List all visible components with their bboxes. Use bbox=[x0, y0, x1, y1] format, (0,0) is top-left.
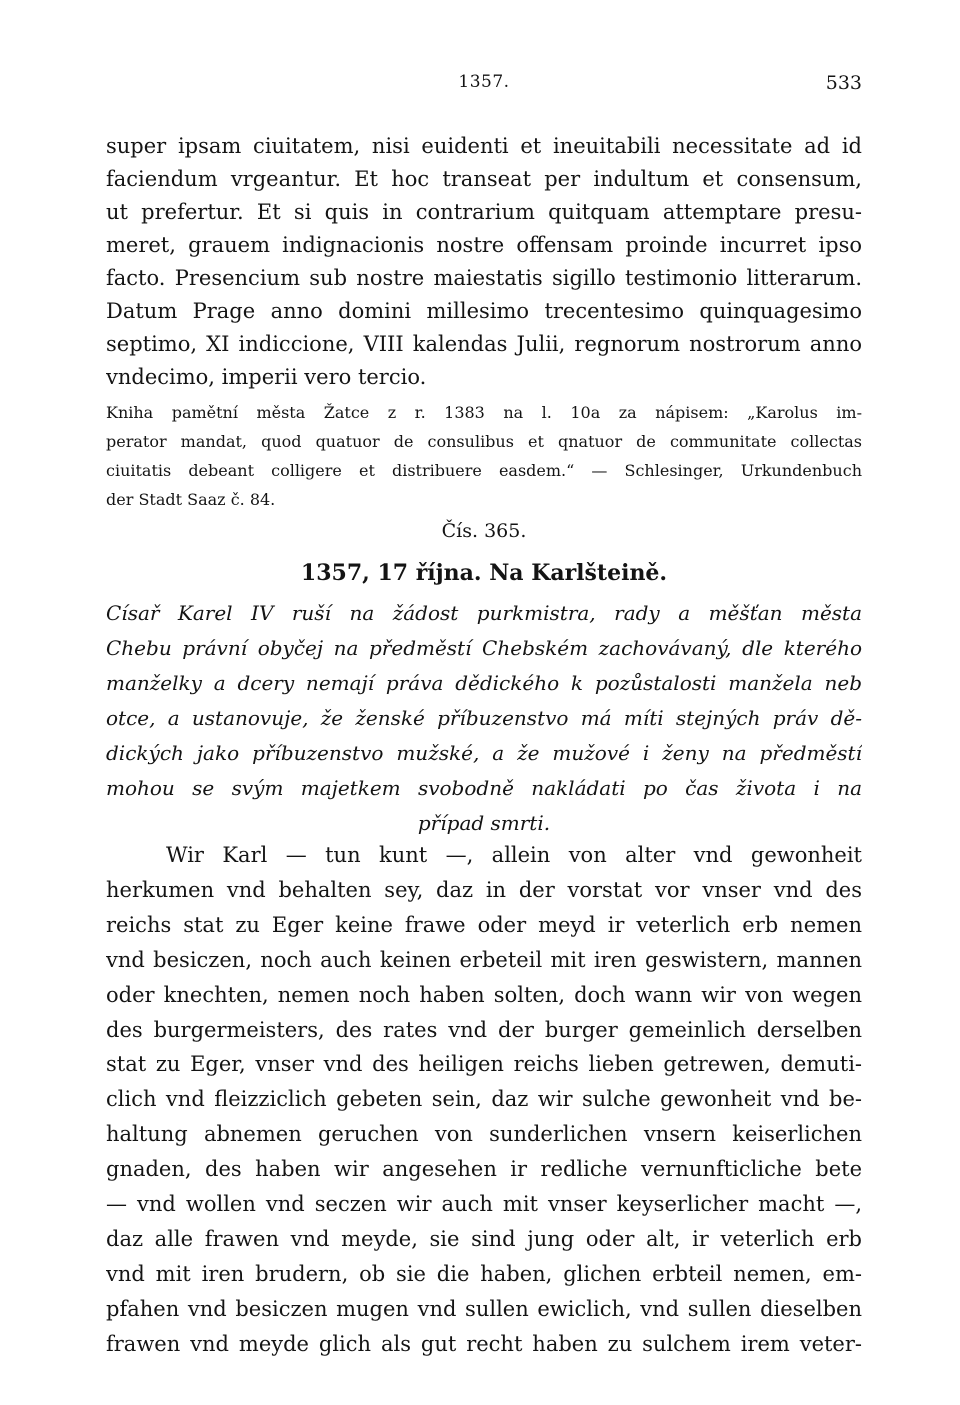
german-charter-text bbox=[106, 838, 862, 1362]
german-line: vnd mit iren brudern, ob sie die haben, glichen erbteil nemen, em- bbox=[106, 1261, 862, 1286]
note-line: Kniha pamětní města Žatce z r. 1383 na l. 10a za nápisem: „Karolus im- bbox=[106, 403, 862, 422]
german-line: oder knechten, nemen noch haben solten, doch wann wir von wegen bbox=[106, 982, 862, 1007]
german-line: clich vnd fleizziclich gebeten sein, daz wir sulche gewonheit vnd be- bbox=[106, 1087, 862, 1112]
czech-regest bbox=[106, 596, 862, 841]
regest-line: případ smrti. bbox=[417, 811, 551, 835]
document-date-place: 1357, 17 října. Na Karlšteině. bbox=[300, 560, 668, 586]
regest-line: mohou se svým majetkem svobodně nakládati po čas života i na bbox=[106, 776, 862, 800]
note-line: der Stadt Saaz č. 84. bbox=[106, 490, 276, 509]
german-line: stat zu Eger, vnser vnd des heiligen reichs lieben getrewen, demuti- bbox=[106, 1052, 862, 1077]
note-line: perator mandat, quod quatuor de consulibus et qnatuor de communitate collectas bbox=[106, 432, 862, 451]
german-line: herkumen vnd behalten sey, daz in der vorstat vor vnser vnd des bbox=[106, 877, 862, 902]
source-note bbox=[106, 398, 862, 514]
page-number: 533 bbox=[825, 72, 862, 94]
note-line: ciuitatis debeant colligere et distribuere easdem.“ — Schlesinger, Urkundenbuch bbox=[106, 461, 862, 480]
latin-line: meret, grauem indignacionis nostre offensam proinde incurret ipso bbox=[106, 233, 862, 257]
german-line: pfahen vnd besiczen mugen vnd sullen ewiclich, vnd sullen dieselben bbox=[106, 1296, 862, 1321]
german-line: Wir Karl — tun kunt —, allein von alter vnd gewonheit bbox=[166, 843, 862, 867]
latin-line: vndecimo, imperii vero tercio. bbox=[106, 365, 427, 389]
german-line: haltung abnemen geruchen von sunderlichen vnsern keiserlichen bbox=[106, 1122, 862, 1147]
german-line: daz alle frawen vnd meyde, sie sind jung oder alt, ir veterlich erb bbox=[106, 1226, 862, 1251]
german-line: vnd besiczen, noch auch keinen erbeteil mit iren geswistern, mannen bbox=[106, 947, 862, 972]
latin-line: facto. Presencium sub nostre maiestatis sigillo testimonio litterarum. bbox=[106, 266, 862, 290]
latin-line: super ipsam ciuitatem, nisi euidenti et ineuitabili necessitate ad id bbox=[106, 134, 862, 158]
running-header bbox=[106, 72, 862, 98]
latin-line: Datum Prage anno domini millesimo trecentesimo quinquagesimo bbox=[106, 299, 862, 323]
latin-line: ut prefertur. Et si quis in contrarium quitquam attemptare presu- bbox=[106, 200, 862, 224]
latin-line: faciendum vrgeantur. Et hoc transeat per indultum et consensum, bbox=[106, 167, 862, 191]
regest-line: otce, a ustanovuje, že ženské příbuzenstvo má míti stejných práv dě- bbox=[106, 706, 862, 730]
regest-line: manželky a dcery nemají práva dědického k pozůstalosti manžela neb bbox=[106, 671, 862, 695]
document-number: Čís. 365. bbox=[441, 520, 527, 542]
regest-line: Císař Karel IV ruší na žádost purkmistra, rady a měšťan města bbox=[106, 601, 862, 625]
latin-line: septimo, XI indiccione, VIII kalendas Julii, regnorum nostrorum anno bbox=[106, 332, 862, 356]
regest-line: dických jako příbuzenstvo mužské, a že mužové i ženy na předměstí bbox=[106, 741, 862, 765]
german-line: reichs stat zu Eger keine frawe oder meyd ir veterlich erb nemen bbox=[106, 912, 862, 937]
german-line: gnaden, des haben wir angesehen ir redliche vernunfticliche bete bbox=[106, 1157, 862, 1182]
german-line: — vnd wollen vnd seczen wir auch mit vnser keyserlicher macht —, bbox=[106, 1192, 862, 1217]
german-line: des burgermeisters, des rates vnd der burger gemeinlich derselben bbox=[106, 1017, 862, 1042]
header-year: 1357. bbox=[458, 72, 510, 92]
regest-line: Chebu právní obyčej na předměstí Chebském zachovávaný, dle kterého bbox=[106, 636, 862, 660]
latin-charter-text bbox=[106, 130, 862, 394]
german-line: frawen vnd meyde glich als gut recht haben zu sulchem irem veter- bbox=[106, 1331, 862, 1356]
